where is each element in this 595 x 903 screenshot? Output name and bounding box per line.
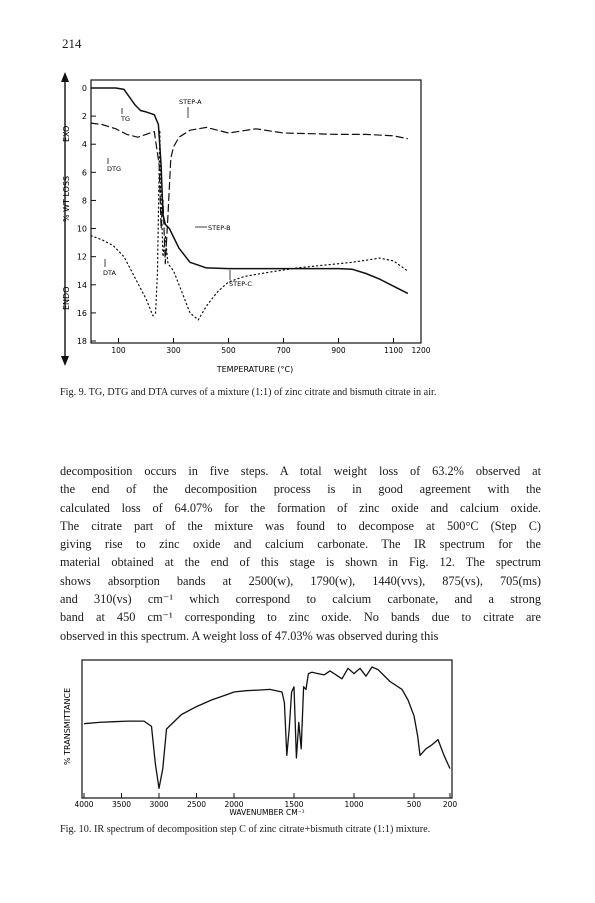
y-tick-label: 6 bbox=[81, 168, 87, 178]
series-tg-line bbox=[91, 88, 407, 293]
body-line: The citrate part of the mixture was found to decompose at 500°C (Step C) bbox=[60, 518, 541, 533]
annotation-step-a: STEP-A bbox=[179, 98, 202, 106]
y-tick-label: 16 bbox=[76, 308, 87, 318]
body-line: shows absorption bands at 2500(w), 1790(w), 1440(vvs), 875(vs), 705(ms) bbox=[60, 573, 541, 588]
y-tick-label: 0 bbox=[81, 84, 87, 93]
y-axis-label: % TRANSMITTANCE bbox=[63, 687, 72, 765]
series-group bbox=[84, 667, 450, 788]
x-tick-label: 1000 bbox=[344, 800, 364, 809]
body-line: observed in this spectrum. A weight loss of 47.03% was observed during this bbox=[60, 628, 439, 643]
endo-label: ENDO bbox=[62, 286, 71, 310]
body-line: decomposition occurs in five steps. A total weight loss of 63.2% observed at bbox=[60, 464, 541, 478]
y-tick-label: 2 bbox=[81, 112, 87, 122]
endo-arrow-icon bbox=[61, 356, 69, 366]
annotation-dta: DTA bbox=[103, 269, 116, 277]
page-number: 214 bbox=[62, 36, 82, 51]
x-tick-label: 3500 bbox=[111, 800, 132, 809]
x-tick-label: 700 bbox=[276, 346, 291, 355]
body-line: calculated loss of 64.07% for the formation of zinc oxide and calcium oxide. bbox=[60, 500, 541, 515]
figure-10-chart bbox=[62, 655, 462, 820]
x-axis-label: WAVENUMBER CM⁻¹ bbox=[229, 808, 305, 817]
body-line: giving rise to zinc oxide and calcium carbonate. The IR spectrum for the bbox=[60, 537, 541, 552]
x-tick-label: 1500 bbox=[284, 800, 304, 809]
series-dtg-line bbox=[91, 123, 407, 264]
y-tick-label: 12 bbox=[76, 252, 87, 262]
x-tick-label: 4000 bbox=[74, 800, 94, 809]
x-axis-label: TEMPERATURE (°C) bbox=[216, 365, 294, 374]
ir-spectrum-line bbox=[84, 667, 450, 788]
annotation-step-c: STEP-C bbox=[229, 280, 252, 288]
x-ticks bbox=[74, 793, 457, 809]
body-line: material obtained at the end of this stage is shown in Fig. 12. The spectrum bbox=[60, 555, 541, 570]
body-paragraph bbox=[60, 462, 541, 645]
annotation-tg: TG bbox=[121, 115, 131, 123]
figure-10 bbox=[62, 655, 462, 820]
annotation-step-b: STEP-B bbox=[208, 224, 231, 232]
y-tick-label: 18 bbox=[76, 337, 87, 346]
x-tick-label: 1200 bbox=[411, 346, 431, 355]
figure-9-caption: Fig. 9. TG, DTG and DTA curves of a mixture (1:1) of zinc citrate and bismuth citrate in air. bbox=[60, 387, 437, 398]
y-tick-label: 4 bbox=[81, 140, 87, 150]
figure-9 bbox=[55, 70, 430, 380]
y-axis-label: % WT LOSS bbox=[62, 175, 71, 222]
x-tick-label: 500 bbox=[221, 346, 236, 355]
x-tick-label: 2000 bbox=[224, 800, 244, 809]
x-tick-label: 2500 bbox=[186, 800, 207, 809]
x-tick-label: 300 bbox=[166, 346, 181, 355]
x-tick-label: 500 bbox=[406, 800, 422, 809]
y-tick-label: 8 bbox=[81, 196, 87, 206]
x-ticks bbox=[111, 338, 430, 355]
x-tick-label: 1100 bbox=[383, 346, 404, 355]
x-tick-label: 3000 bbox=[149, 800, 169, 809]
exo-arrow-icon bbox=[61, 72, 69, 82]
y-tick-label: 10 bbox=[76, 224, 87, 234]
plot-frame bbox=[91, 80, 421, 343]
x-tick-label: 900 bbox=[331, 346, 346, 355]
annotation-dtg: DTG bbox=[107, 165, 122, 173]
series-dta-line bbox=[91, 130, 407, 320]
x-tick-label: 200 bbox=[442, 800, 458, 809]
x-tick-label: 100 bbox=[111, 346, 126, 355]
exo-label: EXO bbox=[62, 125, 71, 142]
figure-9-chart bbox=[55, 70, 430, 380]
body-line: and 310(vs) cm⁻¹ which correspond to calcium carbonate, and a strong bbox=[60, 592, 541, 607]
plot-frame bbox=[82, 660, 452, 798]
body-line: band at 450 cm⁻¹ corresponding to zinc oxide. No bands due to citrate are bbox=[60, 610, 541, 625]
y-tick-label: 14 bbox=[76, 280, 87, 290]
figure-10-caption: Fig. 10. IR spectrum of decomposition step C of zinc citrate+bismuth citrate (1:1) mixture. bbox=[60, 824, 431, 835]
body-line: the end of the decomposition process is in good agreement with the bbox=[60, 482, 541, 497]
